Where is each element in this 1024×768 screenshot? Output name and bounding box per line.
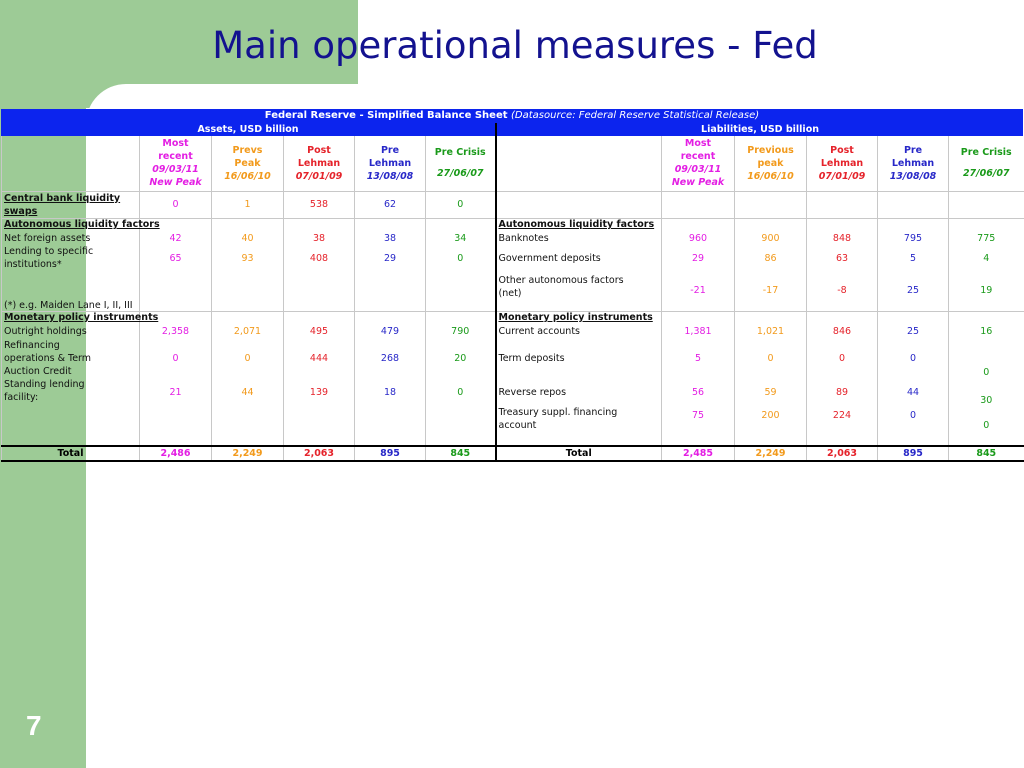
cell: 1,381: [662, 324, 735, 338]
cell: [496, 191, 662, 218]
row-label-line: Lending to specific: [4, 246, 94, 257]
cell: 0: [949, 406, 1024, 446]
cell: 44: [878, 378, 949, 406]
cell: [284, 218, 355, 231]
cell: 1: [212, 191, 284, 218]
cell: 25: [878, 324, 949, 338]
cell: 444: [284, 338, 355, 378]
row-label: [2, 338, 140, 378]
column-header-row: [2, 136, 1024, 191]
row-label: Current accounts: [496, 324, 662, 338]
row-label: Government deposits: [496, 245, 662, 271]
col-date: 09/03/11: [674, 164, 722, 176]
cell: 495: [284, 324, 355, 338]
cell: 900: [735, 231, 807, 245]
total-label: Total: [2, 446, 140, 461]
cell: 29: [662, 245, 735, 271]
row-label: Term deposits: [496, 338, 662, 378]
col-line: Most: [162, 138, 189, 150]
col-line: Pre Crisis: [434, 147, 486, 159]
cell: [878, 218, 949, 231]
col-line: Post: [830, 144, 854, 156]
cell: 4: [949, 245, 1024, 271]
cell: [878, 191, 949, 218]
col-line: Pre: [380, 144, 400, 156]
col-line: peak: [757, 157, 784, 169]
cell: [355, 218, 426, 231]
cell: 0: [212, 338, 284, 378]
row-label: Banknotes: [496, 231, 662, 245]
col-line: Most: [684, 138, 712, 150]
cell: [284, 406, 355, 446]
col-line: Pre: [903, 144, 923, 156]
cell: [735, 311, 807, 324]
cell: 408: [284, 245, 355, 271]
row-label-line: operations & Term: [4, 352, 92, 364]
liab-col-most-recent: [662, 136, 735, 191]
table-row: [2, 324, 1024, 338]
cell: [284, 311, 355, 324]
col-line: Pre Crisis: [960, 147, 1012, 159]
cell: [212, 406, 284, 446]
cell: 2,486: [140, 446, 212, 461]
row-label: [2, 191, 140, 218]
cell: [807, 311, 878, 324]
section-header: Autonomous liquidity factors: [2, 218, 140, 231]
cell: 2,063: [284, 446, 355, 461]
cell: [212, 311, 284, 324]
cell: 538: [284, 191, 355, 218]
cell: 479: [355, 324, 426, 338]
cell: 93: [212, 245, 284, 271]
cell: 5: [878, 245, 949, 271]
cell: 2,249: [735, 446, 807, 461]
row-label-line: facility:: [4, 392, 39, 403]
col-line: Lehman: [820, 157, 864, 169]
cell: 42: [140, 231, 212, 245]
cell: 40: [212, 231, 284, 245]
asset-col-pre-lehman: [355, 136, 426, 191]
cell: 21: [140, 378, 212, 406]
cell: [807, 191, 878, 218]
cell: 848: [807, 231, 878, 245]
cell: 0: [140, 191, 212, 218]
cell: 795: [878, 231, 949, 245]
cell: [426, 218, 496, 231]
row-label: [2, 245, 140, 271]
table-row: [2, 271, 1024, 311]
cell: [735, 218, 807, 231]
col-date: 27/06/07: [436, 168, 484, 180]
cell: 44: [212, 378, 284, 406]
asset-col-post-lehman: [284, 136, 355, 191]
cell: 16: [949, 324, 1024, 338]
row-label-line: Other autonomous factors: [498, 275, 624, 286]
cell: 65: [140, 245, 212, 271]
col-date: 13/08/08: [366, 170, 414, 182]
cell: 895: [355, 446, 426, 461]
liab-col-post-lehman: [807, 136, 878, 191]
cell: [949, 218, 1024, 231]
slide-title: Main operational measures - Fed: [212, 24, 818, 67]
cell: 895: [878, 446, 949, 461]
cell: 0: [807, 338, 878, 378]
cell: 0: [878, 338, 949, 378]
cell: [735, 191, 807, 218]
cell: 30: [949, 378, 1024, 406]
cell: [662, 311, 735, 324]
cell: 34: [426, 231, 496, 245]
liabilities-label-header: [496, 136, 662, 191]
cell: [878, 311, 949, 324]
section-header-row: [2, 218, 1024, 231]
row-label: [496, 406, 662, 446]
row-label: Net foreign assets: [2, 231, 140, 245]
cell: -21: [662, 271, 735, 311]
sheet-title: Federal Reserve - Simplified Balance Sheet: [264, 110, 508, 121]
cell: 25: [878, 271, 949, 311]
row-label-line: Central bank liquidity: [4, 192, 121, 204]
cell: 0: [140, 338, 212, 378]
cell: [140, 271, 212, 311]
liab-col-pre-lehman: [878, 136, 949, 191]
col-line: recent: [680, 151, 716, 163]
col-date: 16/06/10: [747, 170, 794, 182]
sheet-title-bar: [1, 109, 1023, 123]
slide-number: 7: [26, 710, 42, 741]
table-row: [2, 191, 1024, 218]
liab-col-previous-peak: [735, 136, 807, 191]
liabilities-header: Liabilities, USD billion: [497, 123, 1023, 136]
cell: [212, 271, 284, 311]
cell: [949, 191, 1024, 218]
row-label-line: swaps: [4, 205, 38, 217]
cell: 1,021: [735, 324, 807, 338]
cell: 268: [355, 338, 426, 378]
cell: 89: [807, 378, 878, 406]
cell: 0: [426, 378, 496, 406]
col-note: New Peak: [149, 177, 202, 189]
cell: 18: [355, 378, 426, 406]
col-line: Post: [307, 144, 331, 156]
cell: [212, 218, 284, 231]
col-line: Lehman: [368, 157, 412, 169]
cell: 56: [662, 378, 735, 406]
cell: [140, 406, 212, 446]
cell: 775: [949, 231, 1024, 245]
col-date: 07/01/09: [295, 170, 343, 182]
row-label: Outright holdings: [2, 324, 140, 338]
col-line: Previous: [747, 144, 794, 156]
col-note: New Peak: [671, 177, 725, 189]
cell: 19: [949, 271, 1024, 311]
cell: 38: [355, 231, 426, 245]
cell: 2,071: [212, 324, 284, 338]
col-date: 27/06/07: [962, 168, 1010, 180]
cell: 2,063: [807, 446, 878, 461]
cell: 29: [355, 245, 426, 271]
section-header: Monetary policy instruments: [496, 311, 662, 324]
row-label-line: institutions*: [4, 259, 62, 270]
cell: [662, 191, 735, 218]
cell: 62: [355, 191, 426, 218]
cell: 0: [426, 245, 496, 271]
cell: 2,249: [212, 446, 284, 461]
cell: 0: [949, 338, 1024, 378]
table-row: [2, 245, 1024, 271]
cell: [807, 218, 878, 231]
cell: 38: [284, 231, 355, 245]
row-label-line: Standing lending: [4, 379, 85, 390]
cell: [426, 406, 496, 446]
cell: 139: [284, 378, 355, 406]
total-row: [2, 446, 1024, 461]
col-line: Peak: [234, 157, 261, 169]
cell: [426, 271, 496, 311]
row-label-line: (net): [498, 288, 522, 299]
asset-col-prevs-peak: [212, 136, 284, 191]
cell: 0: [426, 191, 496, 218]
table-row: [2, 378, 1024, 406]
liab-col-pre-crisis: [949, 136, 1024, 191]
cell: 846: [807, 324, 878, 338]
col-date: 16/06/10: [224, 170, 271, 182]
cell: [949, 311, 1024, 324]
col-line: Prevs: [232, 144, 263, 156]
col-date: 07/01/09: [818, 170, 866, 182]
row-label: [496, 271, 662, 311]
cell: 20: [426, 338, 496, 378]
row-label: [2, 378, 140, 406]
row-label-line: Refinancing: [4, 339, 60, 351]
asset-col-pre-crisis: [426, 136, 496, 191]
cell: 960: [662, 231, 735, 245]
col-date: 09/03/11: [152, 164, 199, 176]
asset-col-most-recent: [140, 136, 212, 191]
cell: -8: [807, 271, 878, 311]
col-line: Lehman: [891, 157, 935, 169]
sheet-datasource: (Datasource: Federal Reserve Statistical Release): [511, 110, 760, 121]
cell: 0: [735, 338, 807, 378]
cell: 845: [426, 446, 496, 461]
cell: 5: [662, 338, 735, 378]
cell: [355, 311, 426, 324]
cell: 86: [735, 245, 807, 271]
table-row: [2, 406, 1024, 446]
row-label-line: Auction Credit: [4, 365, 72, 377]
cell: 75: [662, 406, 735, 446]
table-row: [2, 231, 1024, 245]
cell: 224: [807, 406, 878, 446]
row-label-line: account: [498, 420, 537, 431]
section-header: Monetary policy instruments: [2, 311, 140, 324]
col-line: recent: [158, 151, 193, 163]
cell: [662, 218, 735, 231]
cell: 63: [807, 245, 878, 271]
row-label: Reverse repos: [496, 378, 662, 406]
col-line: Lehman: [297, 157, 341, 169]
cell: 2,358: [140, 324, 212, 338]
cell: -17: [735, 271, 807, 311]
total-label: Total: [496, 446, 662, 461]
assets-header: Assets, USD billion: [1, 123, 497, 136]
cell: 2,485: [662, 446, 735, 461]
col-date: 13/08/08: [889, 170, 937, 182]
cell: [284, 271, 355, 311]
assets-label-header: [2, 136, 140, 191]
section-header-row: [2, 311, 1024, 324]
row-label-line: Treasury suppl. financing: [498, 407, 618, 418]
cell: 790: [426, 324, 496, 338]
cell: [2, 406, 140, 446]
section-header: Autonomous liquidity factors: [496, 218, 662, 231]
balance-sheet-table: [1, 136, 1024, 462]
cell: 0: [878, 406, 949, 446]
cell: 200: [735, 406, 807, 446]
cell: 59: [735, 378, 807, 406]
row-label: [2, 271, 140, 311]
table-row: [2, 338, 1024, 378]
cell: [426, 311, 496, 324]
footnote: (*) e.g. Maiden Lane I, II, III: [4, 299, 133, 311]
section-header-bar: [1, 123, 1023, 136]
cell: 845: [949, 446, 1024, 461]
cell: [355, 271, 426, 311]
cell: [355, 406, 426, 446]
balance-sheet: [1, 109, 1023, 462]
